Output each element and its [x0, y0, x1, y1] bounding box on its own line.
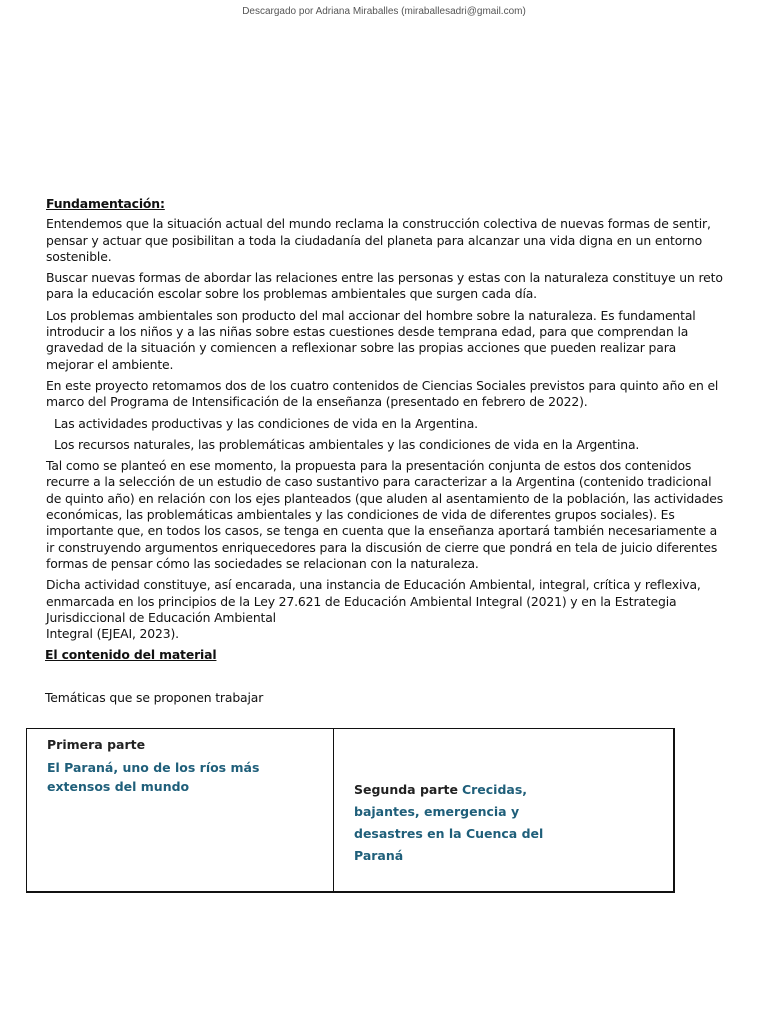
paragraph-4: En este proyecto retomamos dos de los cuatro contenidos de Ciencias Sociales previstos para quinto año en el marco del Programa de Intensificación de la enseñanza (presentado en febrero de 2022).: [46, 377, 719, 410]
second-part-title: Crecidas, bajantes, emergencia y desastres en la Cuenca del Paraná: [354, 782, 544, 863]
second-part-text: [354, 779, 584, 867]
paragraph-6: Dicha actividad constituye, así encarada, una instancia de Educación Ambiental, integral, crítica y reflexiva, enmarcada en los principios de la Ley 27.621 de Educación Ambiental Integral (2021) y en la Estrategia Jurisdiccional de Educación Ambiental: [46, 577, 701, 625]
paragraph-1: Entendemos que la situación actual del mundo reclama la construcción colectiva de nuevas formas de sentir, pensar y actuar que posibilitan a toda la ciudadanía del planeta para alcanzar una vida digna en un entorno sostenible.: [46, 216, 711, 264]
paragraph-6-continuation: Integral (EJEAI, 2023).: [46, 626, 179, 642]
paragraph-3: Los problemas ambientales son producto del mal accionar del hombre sobre la naturaleza. Es fundamental introducir a los niños y a las niñas sobre estas cuestiones desde temprana edad, para que comprendan la gravedad de la situación y comiencen a reflexionar sobre las propias acciones que pueden realizar para mejorar el ambiente.: [46, 307, 696, 372]
first-part-title: El Paraná, uno de los ríos más extensos del mundo: [47, 760, 260, 794]
themes-intro: Temáticas que se proponen trabajar: [45, 689, 264, 705]
fundamentacion-heading: Fundamentación:: [46, 196, 165, 211]
first-part-cell: [27, 729, 334, 891]
second-part-label: Segunda parte: [354, 782, 458, 797]
second-part-cell: [334, 729, 673, 891]
content-item-2: Los recursos naturales, las problemáticas ambientales y las condiciones de vida en la Argentina.: [54, 436, 640, 452]
material-section-title: El contenido del material: [45, 647, 217, 663]
document-body: [46, 196, 724, 706]
topics-table: [26, 728, 675, 893]
first-part-label: Primera parte: [47, 737, 146, 752]
download-note: Descargado por Adriana Miraballes (miraballesadri@gmail.com): [242, 6, 526, 17]
content-item-1: Las actividades productivas y las condiciones de vida en la Argentina.: [54, 415, 478, 431]
paragraph-5: Tal como se planteó en ese momento, la propuesta para la presentación conjunta de estos dos contenidos recurre a la selección de un estudio de caso sustantivo para caracterizar a la Argentina (contenido tradicional de quinto año) en relación con los ejes planteados (que aluden al asentamiento de la población, las actividades económicas, las problemáticas ambientales y las condiciones de vida de diferentes grupos sociales). Es importante que, en todos los casos, se tenga en cuenta que la enseñanza aportará también necesariamente a ir construyendo argumentos enriquecedores para la discusión de cierre que pondrá en tela de juicio diferentes formas de pensar cómo las sociedades se relacionan con la naturaleza.: [46, 458, 724, 571]
paragraph-2: Buscar nuevas formas de abordar las relaciones entre las personas y estas con la naturaleza constituye un reto para la educación escolar sobre los problemas ambientales que surgen cada día.: [46, 270, 723, 302]
